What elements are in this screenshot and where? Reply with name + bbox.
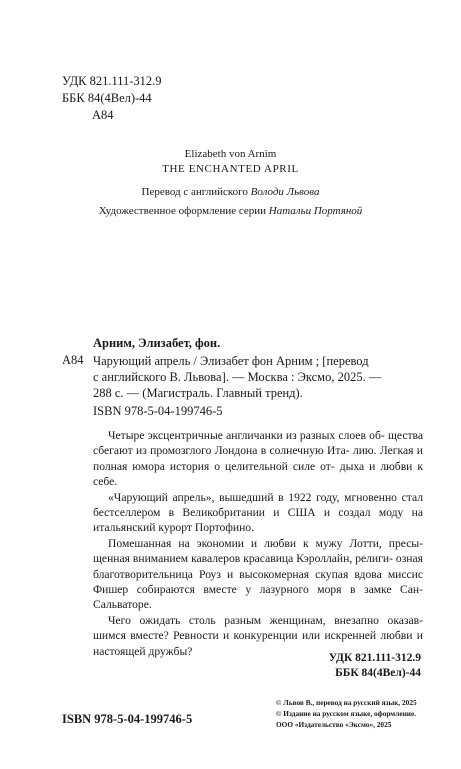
translator-name: Володи Львова	[250, 186, 320, 198]
annotation-line: стал бестселлером в Великобритании и США и создал моду	[93, 490, 423, 520]
udk-code: УДК 821.111-312.9	[62, 74, 162, 88]
bibliographic-description	[93, 353, 423, 402]
bbk-code: ББК 84(4Вел)-44	[62, 91, 152, 105]
annotation-paragraph	[93, 428, 423, 490]
translator-credit	[0, 186, 461, 198]
annotation-line: Сан-Сальваторе.	[93, 583, 423, 612]
annotation	[93, 428, 423, 659]
bibliographic-line: с английского В. Львова]. — Москва : Эксмо, 2025. —	[93, 370, 382, 385]
udk-code-bottom: УДК 821.111-312.9	[328, 652, 421, 664]
annotation-line: лию. Легкая и полная юмора история о целительной силе от-	[93, 444, 423, 473]
annotation-line: щества сбегают из промозглого Лондона в солнечную Ита-	[93, 429, 423, 458]
original-author: Elizabeth von Arnim	[184, 148, 277, 160]
copyright-line: ООО «Издательство «Эксмо», 2025	[276, 720, 392, 729]
annotation-line: шимся вместе? Ревности и конкуренции или искренней любви	[93, 629, 413, 643]
isbn-bottom: ISBN 978-5-04-199746-5	[62, 712, 193, 726]
top-classification-codes	[62, 73, 162, 124]
bibliographic-line: Чарующий апрель / Элизабет фон Арним ; [перевод	[93, 354, 369, 368]
copyright-line: © Львов В., перевод на русский язык, 2025	[276, 698, 417, 707]
annotation-paragraph	[93, 490, 423, 536]
annotation-line: Чего ожидать столь разным женщинам, внезапно оказав-	[108, 613, 423, 627]
catalog-isbn: ISBN 978-5-04-199746-5	[93, 404, 223, 418]
designer-credit	[0, 205, 461, 217]
copyright-block	[276, 697, 417, 730]
original-title: THE ENCHANTED APRIL	[162, 163, 299, 175]
designer-name: Натальи Портяной	[268, 205, 363, 217]
annotation-line: и настоящей дружбы?	[93, 629, 423, 658]
annotation-paragraph	[93, 536, 423, 613]
bottom-classification-codes	[0, 651, 421, 681]
copyright-line: © Издание на русском языке, оформление.	[276, 709, 417, 718]
annotation-line: миссис Фишер собираются вместе у лазурного моря в замке	[93, 567, 423, 597]
annotation-line: озная благотворительница Роуз и высокомерная скупая вдова	[93, 552, 423, 581]
catalog-code: А84	[62, 353, 84, 367]
bbk-code-bottom: ББК 84(4Вел)-44	[335, 667, 421, 679]
annotation-line: дыха и любви к себе.	[93, 459, 424, 489]
translator-prefix: Перевод с английского	[141, 186, 251, 198]
annotation-line: на итальянский курорт Портофино.	[93, 506, 423, 535]
bibliographic-line: 288 с. — (Магистраль. Главный тренд).	[93, 386, 303, 401]
annotation-line: щенная вниманием кавалеров красавица Кэроллайн, религи-	[93, 552, 393, 566]
annotation-line: Четыре эксцентричные англичанки из разных слоев об-	[108, 429, 385, 442]
designer-prefix: Художественное оформление серии	[98, 205, 269, 217]
annotation-line: Помешанная на экономии и любви к мужу Лотти, пресы-	[108, 536, 423, 550]
annotation-line: «Чарующий апрель», вышедший в 1922 году, мгновенно	[108, 490, 397, 504]
author-mark: А84	[92, 108, 114, 122]
catalog-author-heading: Арним, Элизабет, фон.	[93, 336, 221, 350]
